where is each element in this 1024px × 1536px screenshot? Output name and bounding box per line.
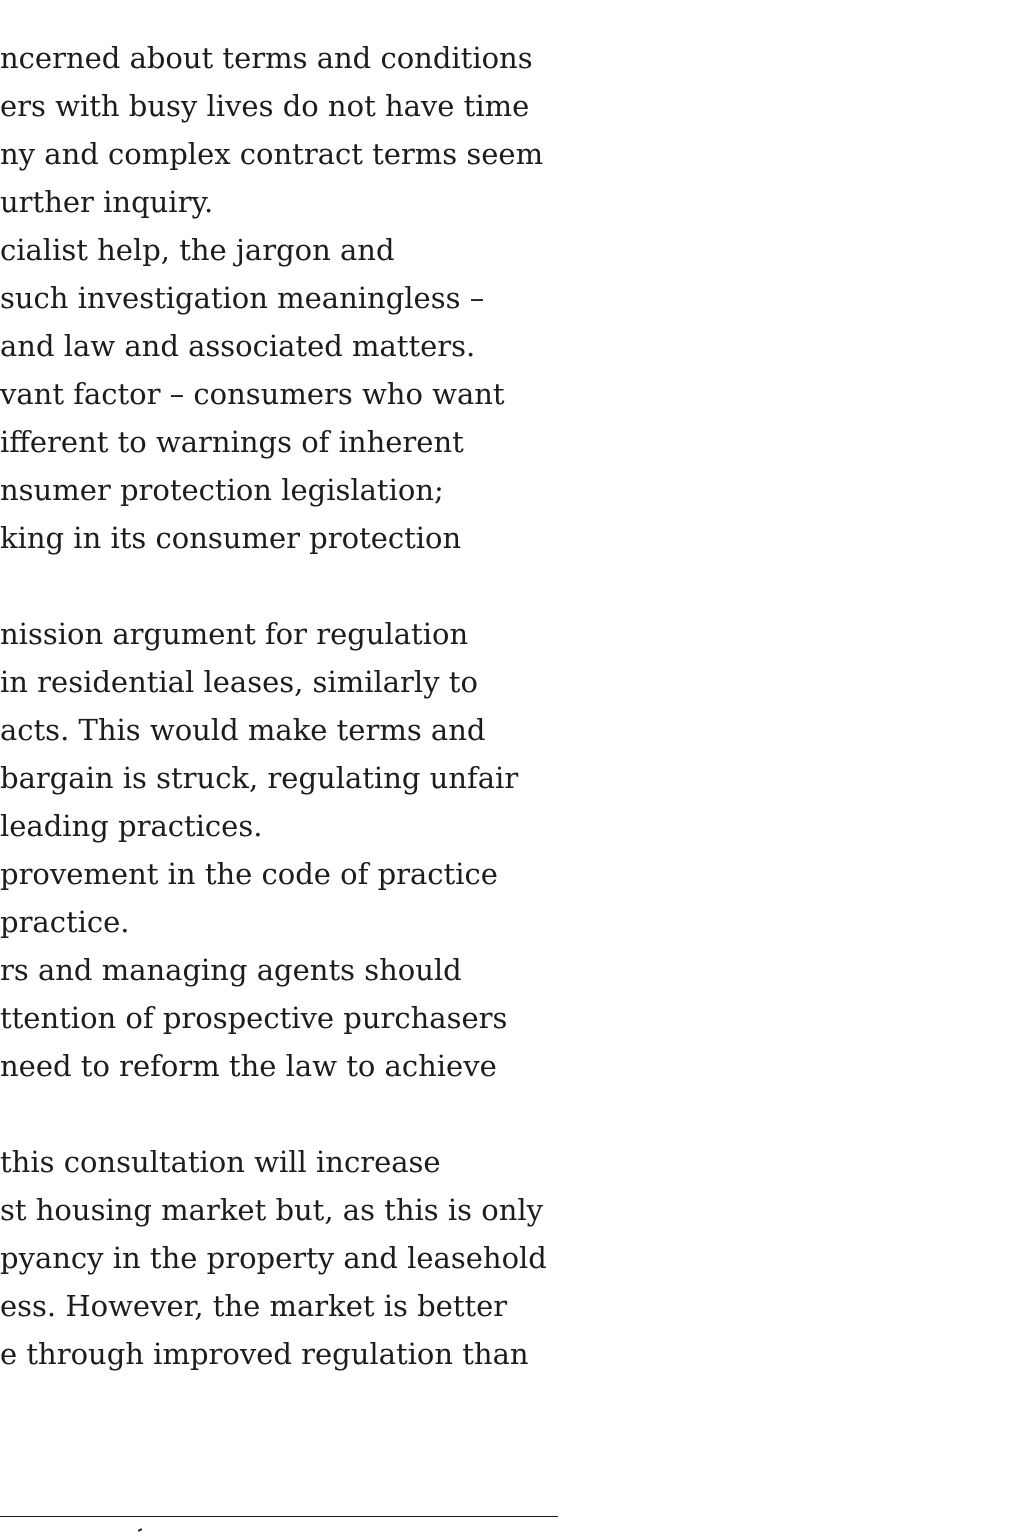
text-line: this consultation will increase xyxy=(0,1145,441,1179)
text-line: ny and complex contract terms seem xyxy=(0,137,544,171)
text-line: such investigation meaningless – xyxy=(0,281,485,315)
paragraph xyxy=(0,1138,560,1378)
text-line: king in its consumer protection xyxy=(0,521,462,555)
text-line: nsumer protection legislation; xyxy=(0,473,444,507)
text-line: cialist help, the jargon and xyxy=(0,233,395,267)
paragraph-break xyxy=(0,1090,560,1138)
paragraph-break xyxy=(0,562,560,610)
text-line: ncerned about terms and conditions xyxy=(0,41,533,75)
text-line: acts. This would make terms and xyxy=(0,713,486,747)
text-line: rs and managing agents should xyxy=(0,953,462,987)
text-line: ess. However, the market is better xyxy=(0,1289,508,1323)
text-line: ifferent to warnings of inherent xyxy=(0,425,464,459)
footnote-mark-fragment xyxy=(138,1527,142,1533)
footnote-divider xyxy=(0,1516,558,1517)
text-line: bargain is struck, regulating unfair xyxy=(0,761,519,795)
text-line: urther inquiry. xyxy=(0,185,214,219)
text-line: in residential leases, similarly to xyxy=(0,665,478,699)
text-line: nission argument for regulation xyxy=(0,617,469,651)
text-line: e through improved regulation than xyxy=(0,1337,529,1371)
paragraph xyxy=(0,34,560,562)
text-line: need to reform the law to achieve xyxy=(0,1049,497,1083)
text-line: and law and associated matters. xyxy=(0,329,476,363)
text-line: st housing market but, as this is only xyxy=(0,1193,544,1227)
text-line: ers with busy lives do not have time xyxy=(0,89,530,123)
text-line: pyancy in the property and leasehold xyxy=(0,1241,547,1275)
text-line: leading practices. xyxy=(0,809,263,843)
text-line: ttention of prospective purchasers xyxy=(0,1001,508,1035)
text-line: practice. xyxy=(0,905,130,939)
text-line: vant factor – consumers who want xyxy=(0,377,505,411)
body-text xyxy=(0,34,560,1378)
paragraph xyxy=(0,610,560,1090)
text-line: provement in the code of practice xyxy=(0,857,498,891)
